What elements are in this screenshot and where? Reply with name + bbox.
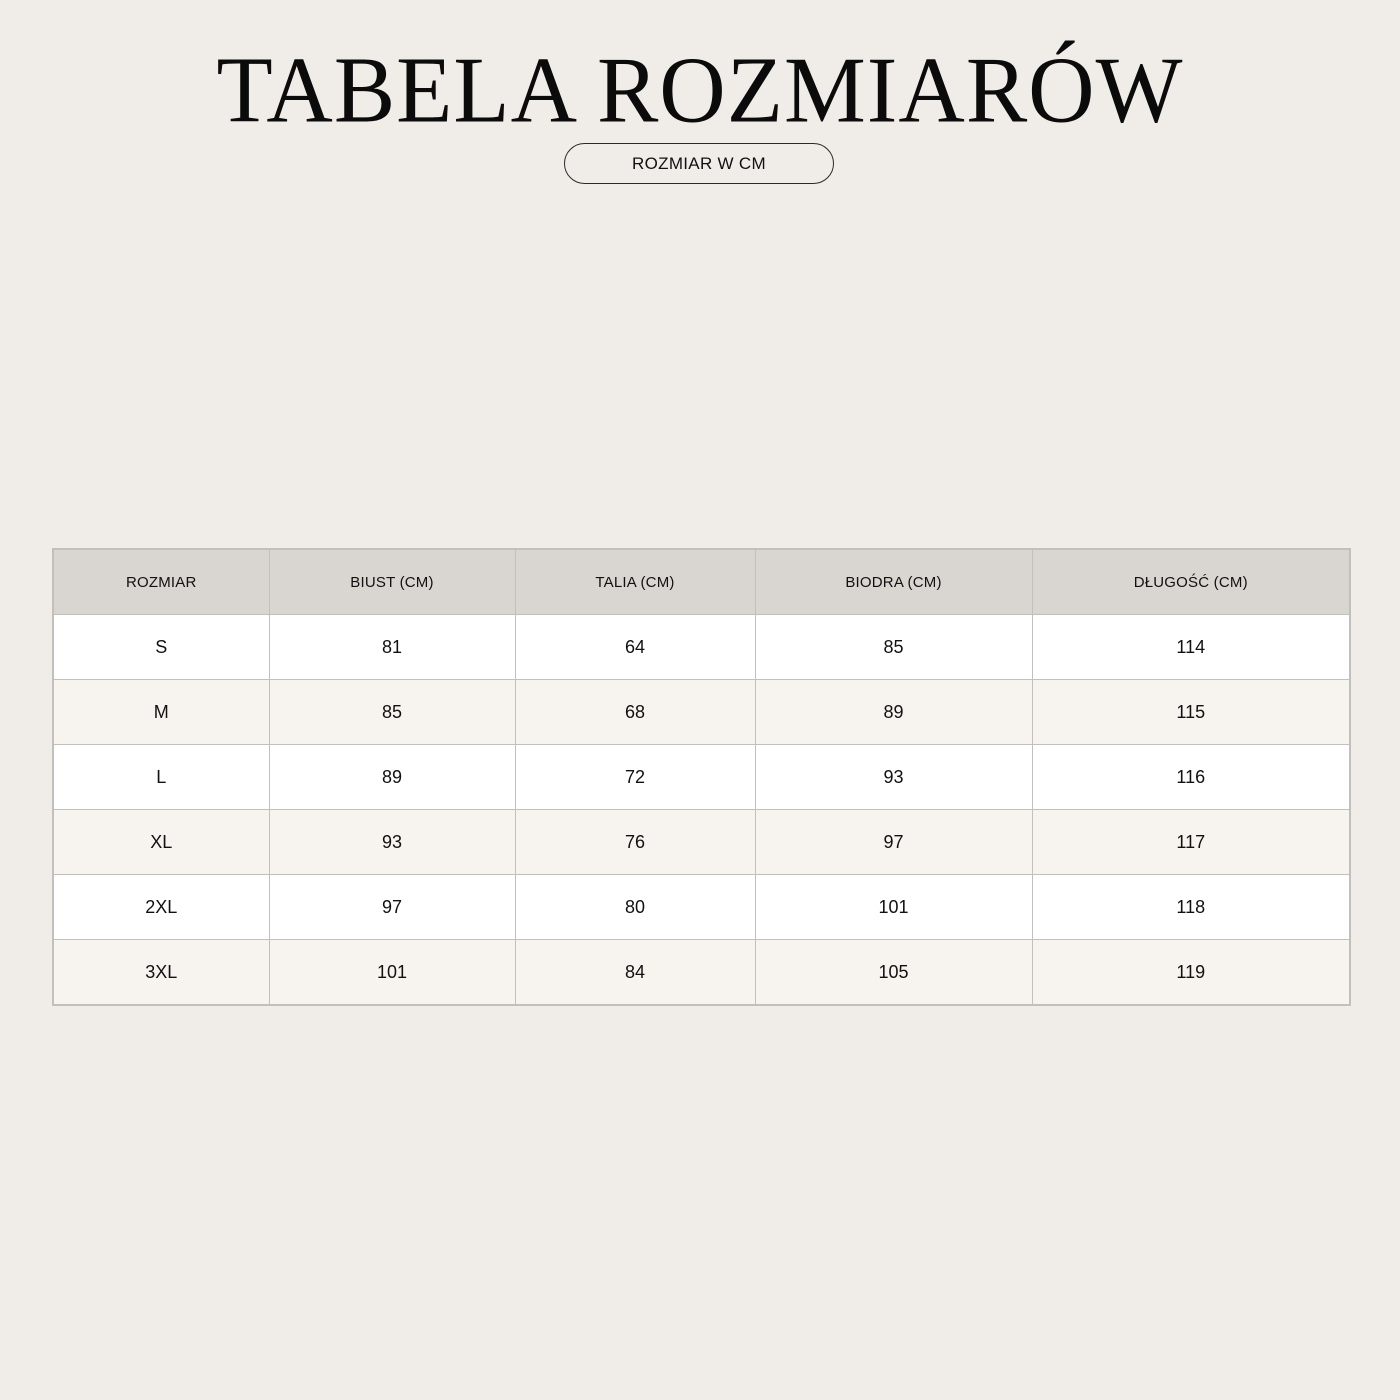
table-cell-length: 118 bbox=[1032, 875, 1350, 940]
table-cell-size: XL bbox=[53, 810, 269, 875]
table-cell-hips: 105 bbox=[755, 940, 1032, 1006]
table-cell-length: 119 bbox=[1032, 940, 1350, 1006]
table-cell-length: 114 bbox=[1032, 615, 1350, 680]
unit-badge bbox=[564, 143, 834, 184]
table-cell-hips: 101 bbox=[755, 875, 1032, 940]
table-cell-hips: 85 bbox=[755, 615, 1032, 680]
table-row bbox=[53, 615, 1350, 680]
table-row bbox=[53, 940, 1350, 1006]
column-header-size: ROZMIAR bbox=[53, 549, 269, 615]
column-header-waist: TALIA (CM) bbox=[515, 549, 755, 615]
table-cell-size: 3XL bbox=[53, 940, 269, 1006]
table-cell-length: 117 bbox=[1032, 810, 1350, 875]
table-cell-bust: 81 bbox=[269, 615, 515, 680]
table-row bbox=[53, 810, 1350, 875]
table-row bbox=[53, 745, 1350, 810]
table-cell-waist: 68 bbox=[515, 680, 755, 745]
table-cell-waist: 64 bbox=[515, 615, 755, 680]
table-row bbox=[53, 680, 1350, 745]
table-cell-bust: 85 bbox=[269, 680, 515, 745]
table-cell-waist: 84 bbox=[515, 940, 755, 1006]
size-table bbox=[52, 548, 1351, 1006]
table-cell-hips: 93 bbox=[755, 745, 1032, 810]
table-cell-length: 115 bbox=[1032, 680, 1350, 745]
table-cell-waist: 76 bbox=[515, 810, 755, 875]
table-cell-size: L bbox=[53, 745, 269, 810]
table-cell-waist: 80 bbox=[515, 875, 755, 940]
table-cell-hips: 97 bbox=[755, 810, 1032, 875]
table-header-row bbox=[53, 549, 1350, 615]
table-cell-bust: 93 bbox=[269, 810, 515, 875]
column-header-bust: BIUST (CM) bbox=[269, 549, 515, 615]
column-header-hips: BIODRA (CM) bbox=[755, 549, 1032, 615]
table-cell-size: 2XL bbox=[53, 875, 269, 940]
table-cell-size: S bbox=[53, 615, 269, 680]
column-header-length: DŁUGOŚĆ (CM) bbox=[1032, 549, 1350, 615]
table-cell-size: M bbox=[53, 680, 269, 745]
table-cell-bust: 101 bbox=[269, 940, 515, 1006]
table-cell-hips: 89 bbox=[755, 680, 1032, 745]
table-cell-bust: 97 bbox=[269, 875, 515, 940]
table-cell-length: 116 bbox=[1032, 745, 1350, 810]
page-title: TABELA ROZMIARÓW bbox=[216, 37, 1184, 143]
unit-badge-label: ROZMIAR W CM bbox=[632, 153, 766, 173]
table-cell-bust: 89 bbox=[269, 745, 515, 810]
table-cell-waist: 72 bbox=[515, 745, 755, 810]
table-row bbox=[53, 875, 1350, 940]
